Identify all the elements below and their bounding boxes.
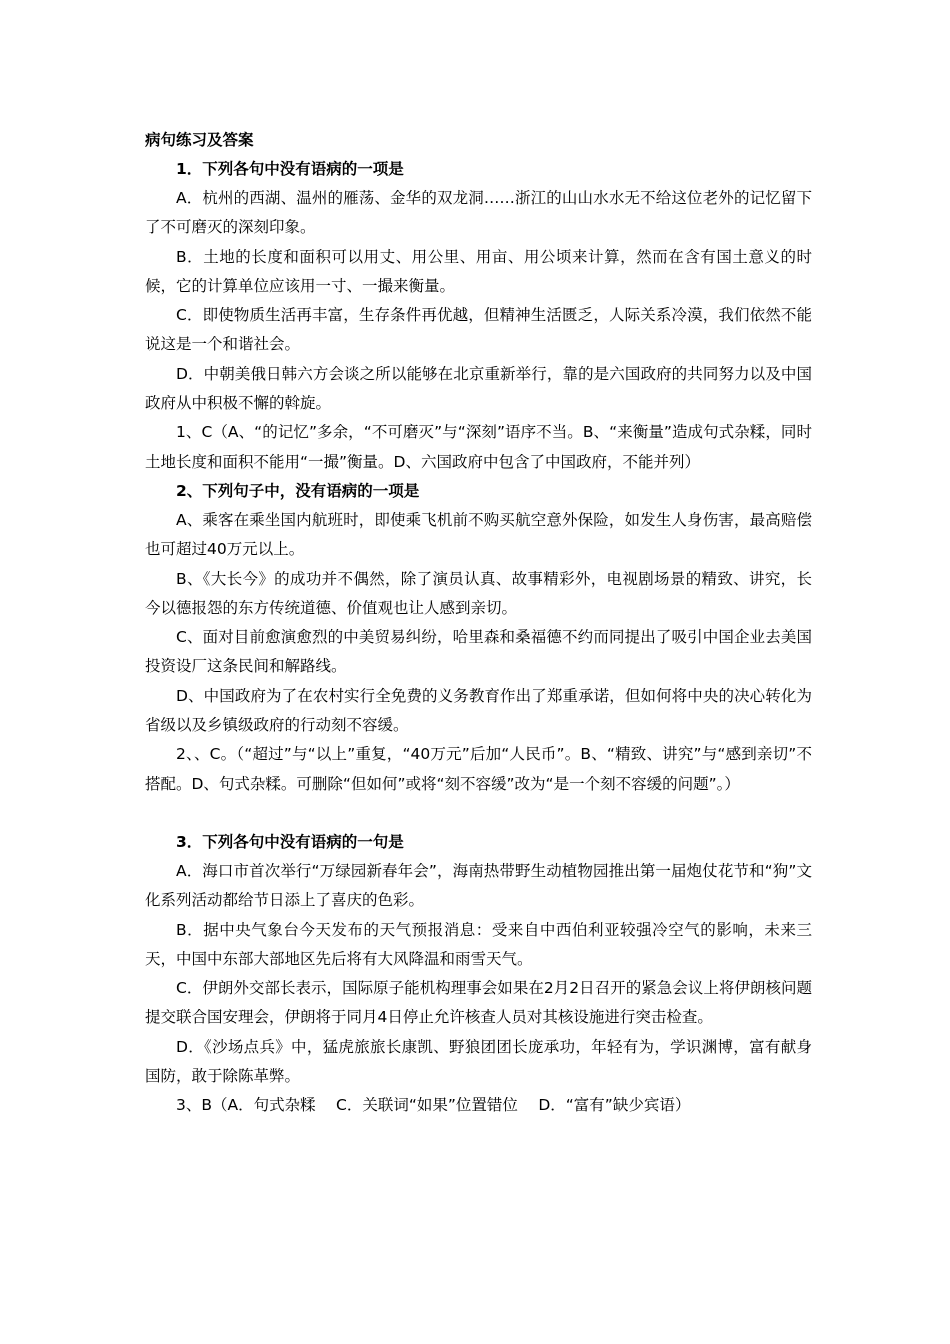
question-2-option-b: B、《大长今》的成功并不偶然，除了演员认真、故事精彩外，电视剧场景的精致、讲究，长今以德报怨的东方传统道德、价值观也让人感到亲切。 [145,569,812,617]
question-2-option-a: A、乘客在乘坐国内航班时，即使乘飞机前不购买航空意外保险，如发生人身伤害，最高赔偿也可超过40万元以上。 [145,510,812,559]
document-title: 病句练习及答案 [145,131,254,149]
blank-line [145,799,812,828]
question-3-option-d: D．《沙场点兵》中，猛虎旅旅长康凯、野狼团团长庞承功，年轻有为，学识渊博，富有献身国防，敢于除陈革弊。 [145,1037,812,1086]
question-3-option-a: A．海口市首次举行“万绿园新春年会”，海南热带野生动植物园推出第一届炮仗花节和“狗”文化系列活动都给节日添上了喜庆的色彩。 [145,861,812,910]
question-1-option-b: B．土地的长度和面积可以用丈、用公里、用亩、用公顷来计算，然而在含有国土意义的时候，它的计算单位应该用一寸、一撮来衡量。 [145,247,812,295]
question-1-answer: 1、C（A、“的记忆”多余，“不可磨灭”与“深刻”语序不当。B、“来衡量”造成句式杂糅，同时土地长度和面积不能用“一撮”衡量。D、六国政府中包含了中国政府，不能并列） [145,423,812,471]
question-1-option-d: D．中朝美俄日韩六方会谈之所以能够在北京重新举行，靠的是六国政府的共同努力以及中国政府从中积极不懈的斡旋。 [145,364,812,413]
question-1-stem: 1．下列各句中没有语病的一项是 [176,160,404,178]
question-2-stem: 2、下列句子中，没有语病的一项是 [176,481,420,500]
question-2-option-c: C、面对目前愈演愈烈的中美贸易纠纷，哈里森和桑福德不约而同提出了吸引中国企业去美国投资设厂这条民间和解路线。 [145,628,812,676]
question-3-stem: 3．下列各句中没有语病的一句是 [176,832,404,851]
question-2-answer: 2、、C。（“超过”与“以上”重复，“40万元”后加“人民币”。B、“精致、讲究”与“感到亲切”不搭配。D、句式杂糅。可删除“但如何”或将“刻不容缓”改为“是一个刻不容缓的问题”。） [145,745,812,793]
question-3-option-c: C．伊朗外交部长表示，国际原子能机构理事会如果在2月2日召开的紧急会议上将伊朗核问题提交联合国安理会，伊朗将于同月4日停止允许核查人员对其核设施进行突击检查。 [145,979,812,1027]
question-1-option-a: A．杭州的西湖、温州的雁荡、金华的双龙洞……浙江的山山水水无不给这位老外的记忆留下了不可磨灭的深刻印象。 [145,189,812,237]
question-2-option-d: D、中国政府为了在农村实行全免费的义务教育作出了郑重承诺，但如何将中央的决心转化为省级以及乡镇级政府的行动刻不容缓。 [145,686,812,735]
question-3-option-b: B．据中央气象台今天发布的天气预报消息：受来自中西伯利亚较强冷空气的影响，未来三天，中国中东部大部地区先后将有大风降温和雨雪天气。 [145,920,812,968]
question-3-answer: 3、B（A．句式杂糅 C．关联词“如果”位置错位 D．“富有”缺少宾语） [176,1096,691,1115]
question-1-option-c: C．即使物质生活再丰富，生存条件再优越，但精神生活匮乏，人际关系冷漠，我们依然不能说这是一个和谐社会。 [145,306,812,354]
